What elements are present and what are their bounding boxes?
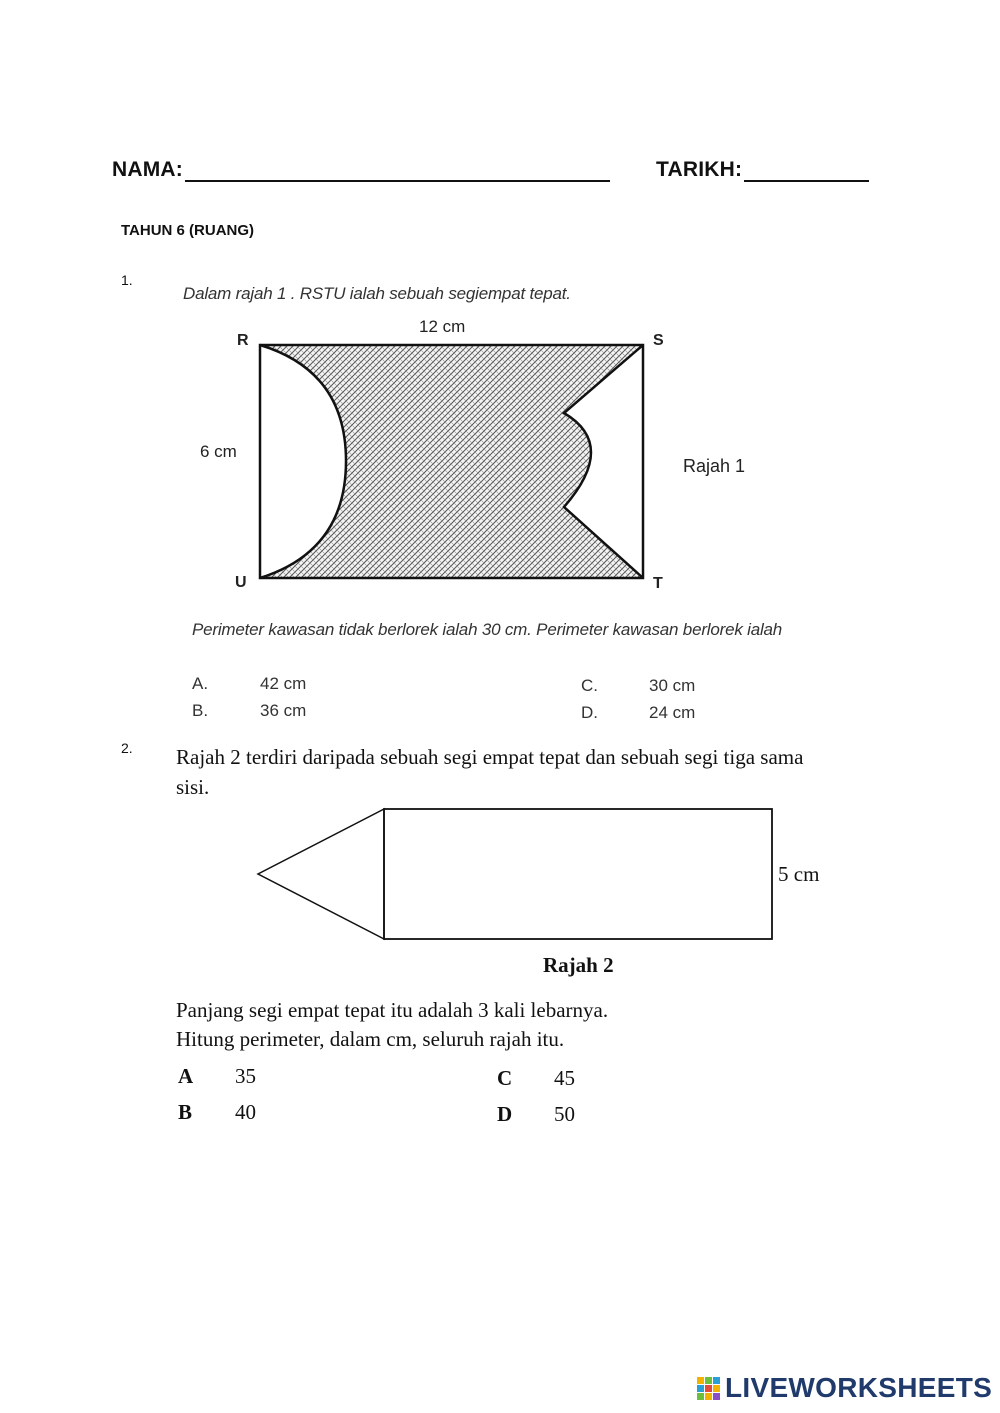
q1-figure — [190, 305, 790, 605]
option-value: 36 cm — [260, 701, 307, 720]
vertex-s: S — [653, 332, 664, 349]
q1-number: 1. — [121, 272, 133, 288]
q2-question-line2: Hitung perimeter, dalam cm, seluruh rajah itu. — [176, 1027, 565, 1051]
q1-option-b[interactable] — [192, 701, 307, 721]
liveworksheets-logo-icon — [697, 1377, 721, 1401]
option-value: 35 — [235, 1064, 256, 1088]
figure-caption: Rajah 1 — [683, 456, 746, 476]
q1-option-a[interactable] — [192, 674, 307, 694]
vertex-u: U — [235, 574, 247, 591]
option-letter: A — [178, 1064, 194, 1088]
option-letter: C — [497, 1066, 513, 1090]
option-letter: C. — [581, 676, 598, 695]
option-value: 30 cm — [649, 676, 696, 695]
name-label: NAMA: — [112, 158, 183, 181]
q2-number: 2. — [121, 740, 133, 756]
q1-intro: Dalam rajah 1 . RSTU ialah sebuah segiempat tepat. — [183, 284, 571, 303]
q2-option-c[interactable] — [497, 1066, 575, 1091]
triangle-shape — [258, 809, 384, 939]
level-title: TAHUN 6 (RUANG) — [121, 222, 255, 239]
option-value: 40 — [235, 1100, 256, 1124]
option-value: 24 cm — [649, 703, 696, 722]
q1-option-d[interactable] — [581, 703, 696, 723]
option-value: 42 cm — [260, 674, 307, 693]
option-value: 50 — [554, 1102, 575, 1126]
date-blank[interactable] — [744, 180, 869, 182]
q2-figure-caption: Rajah 2 — [543, 953, 614, 977]
vertex-r: R — [237, 332, 249, 349]
q2-option-d[interactable] — [497, 1102, 575, 1127]
q2-option-b[interactable] — [178, 1100, 256, 1125]
q1-question: Perimeter kawasan tidak berlorek ialah 30 cm. Perimeter kawasan berlorek ialah — [192, 620, 783, 639]
rectangle-shape — [384, 809, 772, 939]
option-letter: A. — [192, 674, 209, 693]
side-label: 5 cm — [778, 862, 820, 886]
q1-option-c[interactable] — [581, 676, 696, 696]
q2-option-a[interactable] — [178, 1064, 256, 1089]
option-letter: B. — [192, 701, 209, 720]
option-value: 45 — [554, 1066, 575, 1090]
side-length-label: 6 cm — [200, 442, 237, 461]
option-letter: D. — [581, 703, 598, 722]
option-letter: B — [178, 1100, 193, 1124]
date-label: TARIKH: — [656, 158, 743, 181]
vertex-t: T — [653, 575, 663, 592]
name-blank[interactable] — [185, 180, 610, 182]
date-field[interactable] — [656, 158, 869, 182]
q2-question-line1: Panjang segi empat tepat itu adalah 3 kali lebarnya. — [176, 998, 609, 1022]
q2-intro-line2: sisi. — [176, 775, 210, 799]
top-length-label: 12 cm — [419, 317, 466, 336]
q2-figure — [240, 800, 840, 945]
brand-wordmark: LIVEWORKSHEETS — [725, 1372, 993, 1403]
option-letter: D — [497, 1102, 513, 1126]
q2-intro-line1: Rajah 2 terdiri daripada sebuah segi empat tepat dan sebuah segi tiga sama — [176, 745, 804, 769]
name-field[interactable] — [112, 158, 610, 182]
